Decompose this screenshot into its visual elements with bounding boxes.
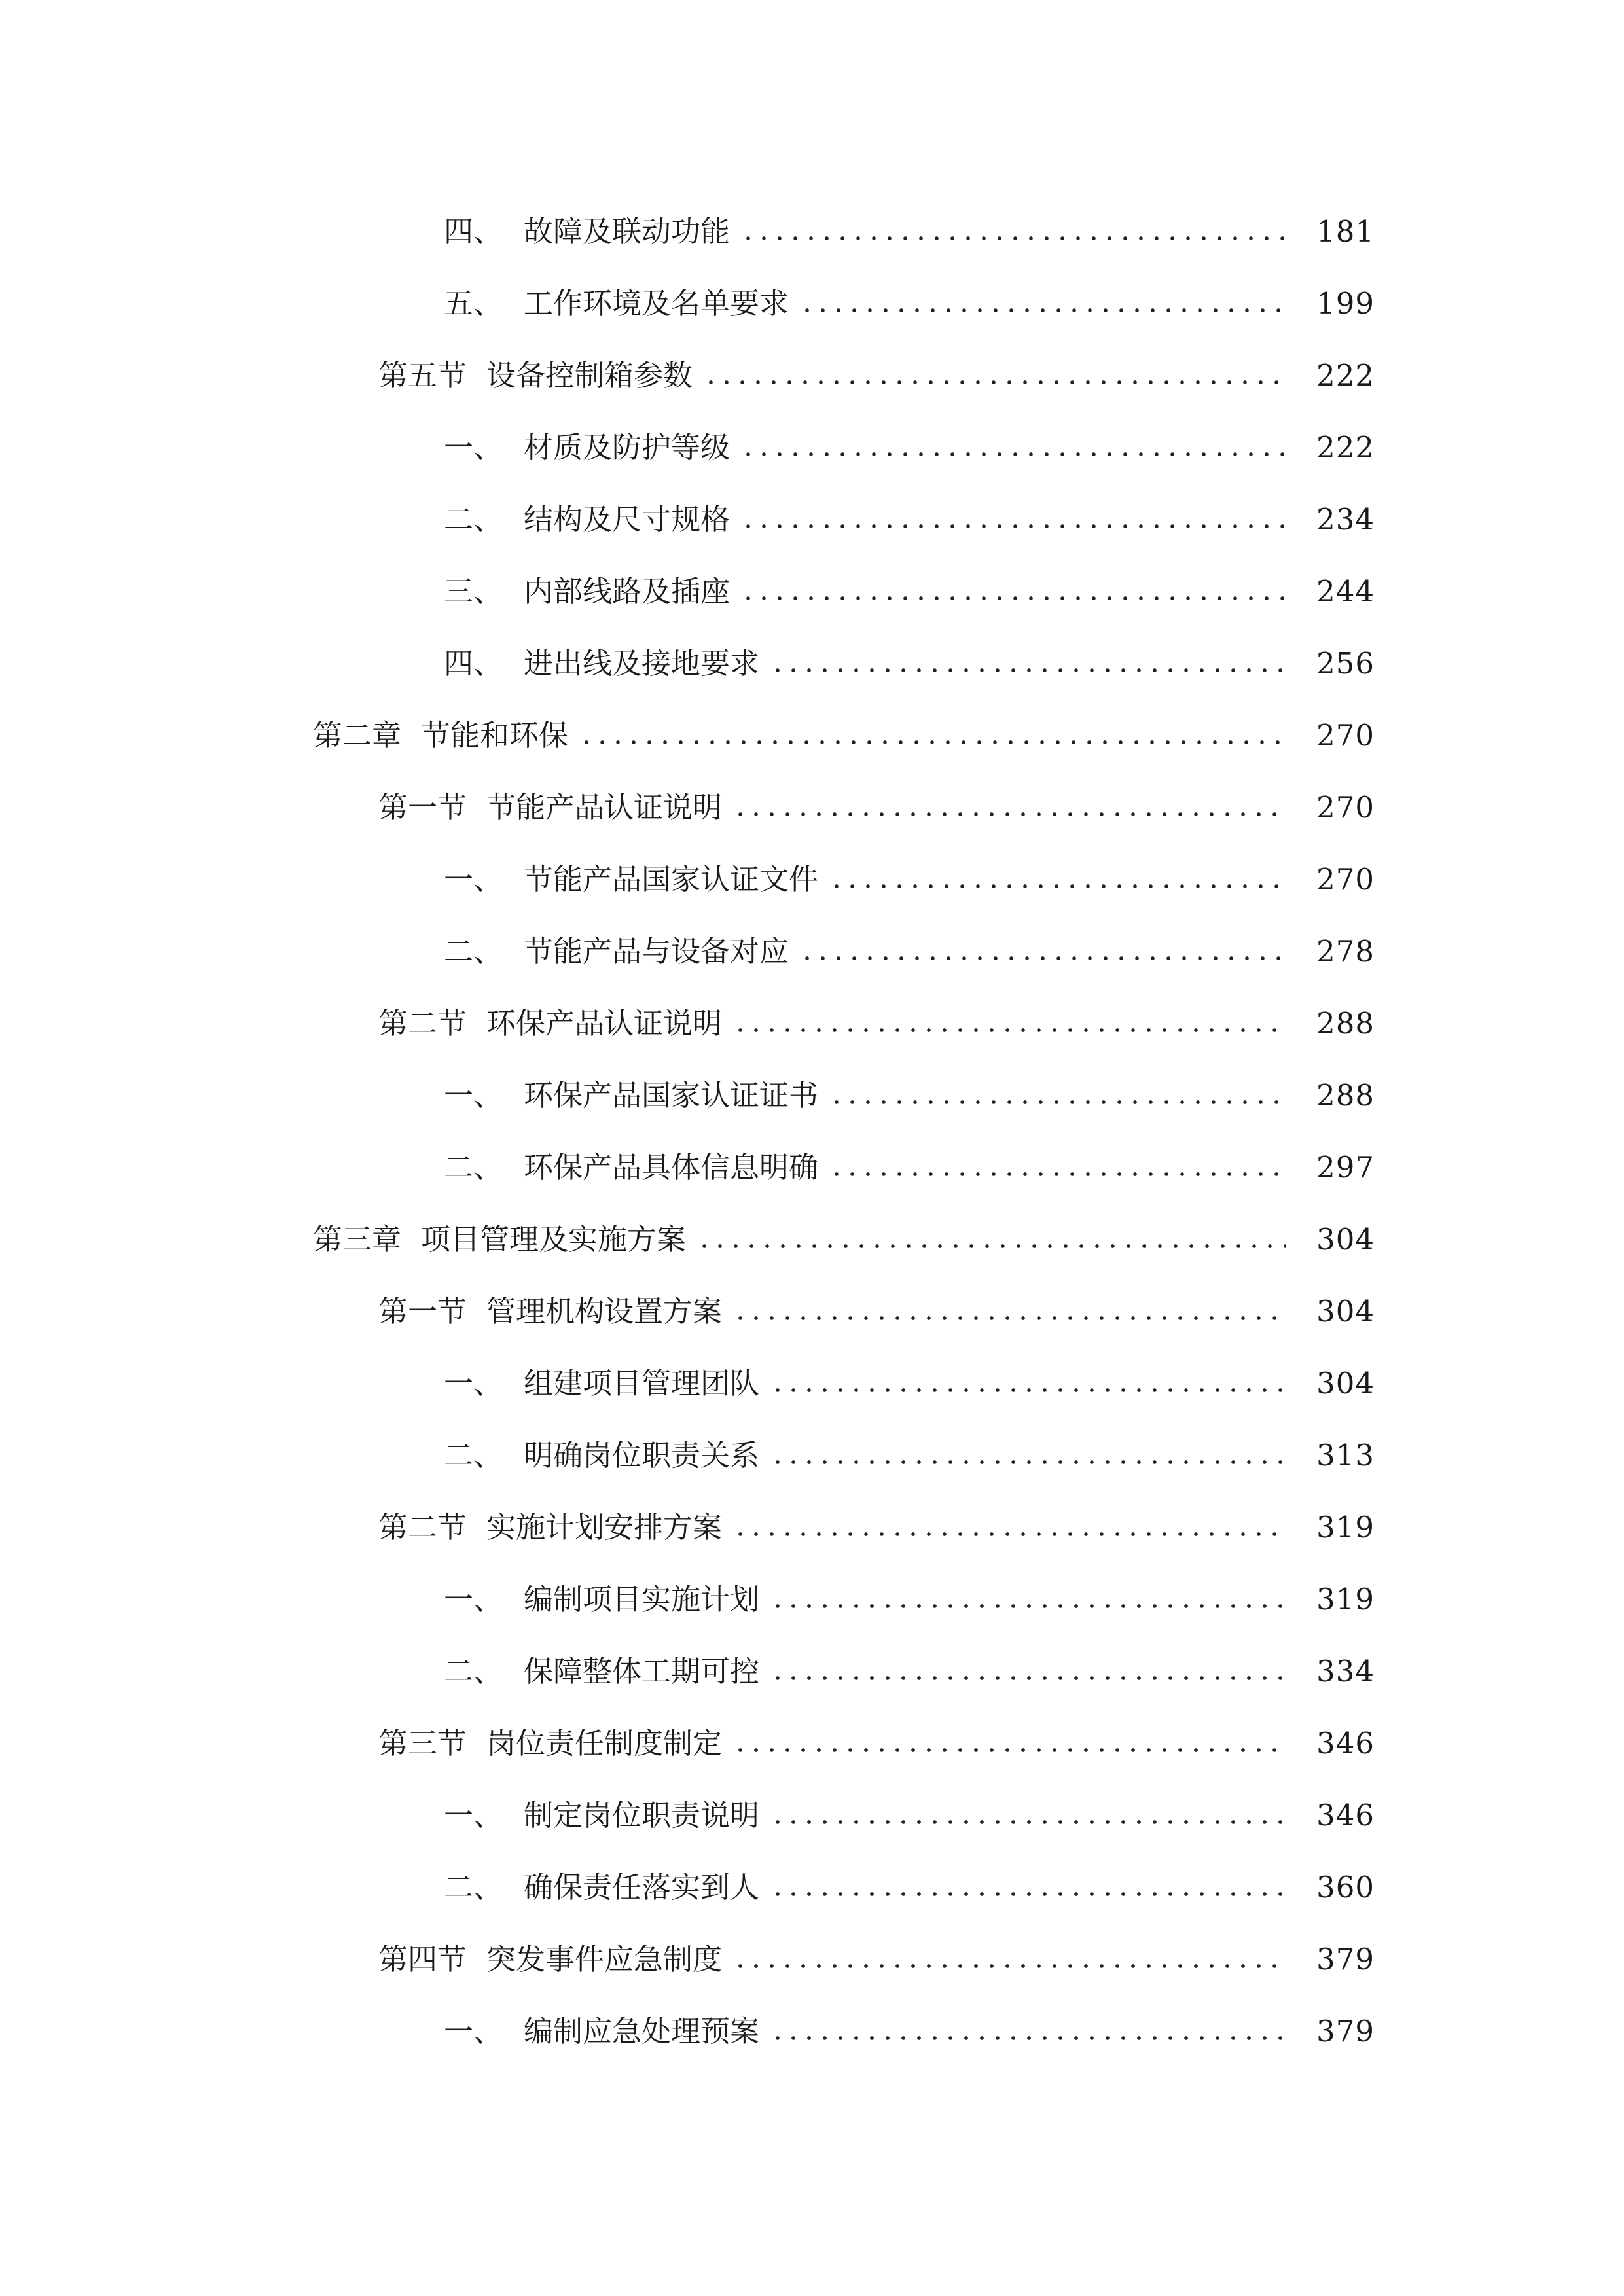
dot-leader: [799, 956, 1286, 961]
toc-entry-page: 181: [1316, 213, 1375, 249]
dot-leader: [732, 1028, 1286, 1033]
toc-entry-title: 组建项目管理团队: [524, 1365, 760, 1401]
toc-entry-title: 实施计划安排方案: [486, 1509, 723, 1545]
toc-entry-title: 环保产品具体信息明确: [524, 1149, 819, 1185]
dot-leader: [732, 1964, 1286, 1969]
toc-entry[interactable]: [0, 1059, 1624, 1131]
toc-entry-number: 一、: [444, 1797, 503, 1833]
dot-leader: [770, 668, 1286, 673]
toc-entry-number: 第五节: [378, 357, 467, 393]
dot-leader: [740, 596, 1286, 601]
toc-entry[interactable]: [0, 339, 1624, 411]
toc-entry[interactable]: [0, 699, 1624, 771]
toc-entry-title: 内部线路及插座: [524, 573, 731, 609]
dot-leader: [732, 1316, 1286, 1321]
toc-entry[interactable]: [0, 555, 1624, 627]
toc-entry-title: 环保产品国家认证证书: [524, 1077, 819, 1113]
toc-entry-title: 进出线及接地要求: [524, 645, 760, 681]
toc-entry-page: 334: [1316, 1653, 1375, 1689]
table-of-contents: [0, 195, 1624, 2067]
toc-entry-title: 材质及防护等级: [524, 429, 731, 465]
toc-entry-title: 确保责任落实到人: [524, 1869, 760, 1905]
toc-entry-title: 节能产品认证说明: [486, 789, 723, 825]
dot-leader: [732, 812, 1286, 817]
toc-entry-page: 270: [1316, 717, 1375, 753]
dot-leader: [770, 1676, 1286, 1681]
toc-entry-page: 234: [1316, 501, 1375, 537]
dot-leader: [740, 524, 1286, 529]
toc-entry-number: 第四节: [378, 1941, 467, 1977]
toc-entry-page: 288: [1316, 1077, 1375, 1113]
toc-entry-number: 二、: [444, 1653, 503, 1689]
toc-entry-number: 一、: [444, 1077, 503, 1113]
dot-leader: [579, 740, 1286, 745]
toc-entry-title: 岗位责任制度制定: [486, 1725, 723, 1761]
toc-entry[interactable]: [0, 1563, 1624, 1635]
toc-entry-title: 编制应急处理预案: [524, 2013, 760, 2049]
dot-leader: [829, 884, 1286, 889]
toc-entry-page: 304: [1316, 1221, 1375, 1257]
toc-entry[interactable]: [0, 843, 1624, 915]
toc-entry-title: 突发事件应急制度: [486, 1941, 723, 1977]
toc-entry-page: 270: [1316, 861, 1375, 897]
toc-entry-number: 二、: [444, 933, 503, 969]
toc-entry-number: 第三章: [313, 1221, 402, 1257]
toc-entry-page: 360: [1316, 1869, 1375, 1905]
toc-entry[interactable]: [0, 1275, 1624, 1347]
toc-entry[interactable]: [0, 1203, 1624, 1275]
toc-entry-page: 244: [1316, 573, 1375, 609]
toc-entry-title: 故障及联动功能: [524, 213, 731, 249]
toc-entry-title: 环保产品认证说明: [486, 1005, 723, 1041]
toc-entry-number: 第三节: [378, 1725, 467, 1761]
toc-entry[interactable]: [0, 1347, 1624, 1419]
toc-entry-page: 319: [1316, 1509, 1375, 1545]
toc-entry-number: 第二章: [313, 717, 402, 753]
toc-entry-title: 设备控制箱参数: [486, 357, 693, 393]
toc-entry-number: 一、: [444, 1365, 503, 1401]
toc-entry-page: 270: [1316, 789, 1375, 825]
toc-entry-page: 379: [1316, 1941, 1375, 1977]
toc-entry[interactable]: [0, 483, 1624, 555]
toc-entry-number: 一、: [444, 2013, 503, 2049]
toc-entry-page: 256: [1316, 645, 1375, 681]
dot-leader: [740, 452, 1286, 457]
toc-entry-title: 节能产品与设备对应: [524, 933, 789, 969]
dot-leader: [703, 380, 1286, 385]
toc-entry[interactable]: [0, 915, 1624, 987]
toc-entry-page: 297: [1316, 1149, 1375, 1185]
dot-leader: [799, 308, 1286, 313]
toc-entry[interactable]: [0, 1995, 1624, 2067]
toc-entry-number: 第二节: [378, 1005, 467, 1041]
toc-entry-page: 222: [1316, 357, 1375, 393]
dot-leader: [829, 1172, 1286, 1177]
toc-entry-number: 四、: [444, 213, 503, 249]
toc-entry[interactable]: [0, 1851, 1624, 1923]
toc-entry[interactable]: [0, 987, 1624, 1059]
toc-entry-title: 制定岗位职责说明: [524, 1797, 760, 1833]
toc-entry-number: 第二节: [378, 1509, 467, 1545]
toc-entry[interactable]: [0, 1131, 1624, 1203]
toc-entry-page: 304: [1316, 1293, 1375, 1329]
toc-entry[interactable]: [0, 267, 1624, 339]
toc-entry-number: 第一节: [378, 1293, 467, 1329]
toc-entry-title: 结构及尺寸规格: [524, 501, 731, 537]
toc-entry[interactable]: [0, 627, 1624, 699]
toc-entry-title: 节能和环保: [421, 717, 569, 753]
toc-entry[interactable]: [0, 1419, 1624, 1491]
toc-entry[interactable]: [0, 1635, 1624, 1707]
dot-leader: [770, 1892, 1286, 1897]
dot-leader: [732, 1748, 1286, 1753]
toc-entry[interactable]: [0, 1779, 1624, 1851]
toc-entry-number: 二、: [444, 1149, 503, 1185]
toc-entry-page: 288: [1316, 1005, 1375, 1041]
toc-entry[interactable]: [0, 411, 1624, 483]
toc-entry-page: 222: [1316, 429, 1375, 465]
toc-entry-page: 199: [1316, 285, 1375, 321]
dot-leader: [740, 236, 1286, 241]
toc-entry-page: 346: [1316, 1725, 1375, 1761]
toc-entry-page: 379: [1316, 2013, 1375, 2049]
toc-entry[interactable]: [0, 195, 1624, 267]
dot-leader: [770, 1388, 1286, 1393]
toc-entry-page: 304: [1316, 1365, 1375, 1401]
toc-entry-number: 二、: [444, 1437, 503, 1473]
toc-entry-title: 明确岗位职责关系: [524, 1437, 760, 1473]
toc-entry-number: 三、: [444, 573, 503, 609]
toc-entry-page: 313: [1316, 1437, 1375, 1473]
toc-entry-title: 保障整体工期可控: [524, 1653, 760, 1689]
toc-entry-page: 278: [1316, 933, 1375, 969]
toc-entry-number: 一、: [444, 429, 503, 465]
toc-entry[interactable]: [0, 1707, 1624, 1779]
toc-entry-page: 346: [1316, 1797, 1375, 1833]
toc-entry-title: 工作环境及名单要求: [524, 285, 789, 321]
toc-entry[interactable]: [0, 1491, 1624, 1563]
dot-leader: [732, 1532, 1286, 1537]
dot-leader: [770, 1460, 1286, 1465]
dot-leader: [829, 1100, 1286, 1105]
dot-leader: [696, 1244, 1286, 1249]
toc-entry-number: 二、: [444, 501, 503, 537]
toc-entry-number: 二、: [444, 1869, 503, 1905]
toc-entry-page: 319: [1316, 1581, 1375, 1617]
dot-leader: [770, 2036, 1286, 2041]
toc-entry[interactable]: [0, 1923, 1624, 1995]
dot-leader: [770, 1820, 1286, 1825]
toc-entry-title: 项目管理及实施方案: [421, 1221, 687, 1257]
dot-leader: [770, 1604, 1286, 1609]
toc-entry-number: 五、: [444, 285, 503, 321]
toc-entry[interactable]: [0, 771, 1624, 843]
toc-entry-title: 管理机构设置方案: [486, 1293, 723, 1329]
toc-entry-number: 一、: [444, 1581, 503, 1617]
toc-entry-title: 节能产品国家认证文件: [524, 861, 819, 897]
toc-entry-title: 编制项目实施计划: [524, 1581, 760, 1617]
toc-entry-number: 一、: [444, 861, 503, 897]
toc-entry-number: 四、: [444, 645, 503, 681]
toc-entry-number: 第一节: [378, 789, 467, 825]
